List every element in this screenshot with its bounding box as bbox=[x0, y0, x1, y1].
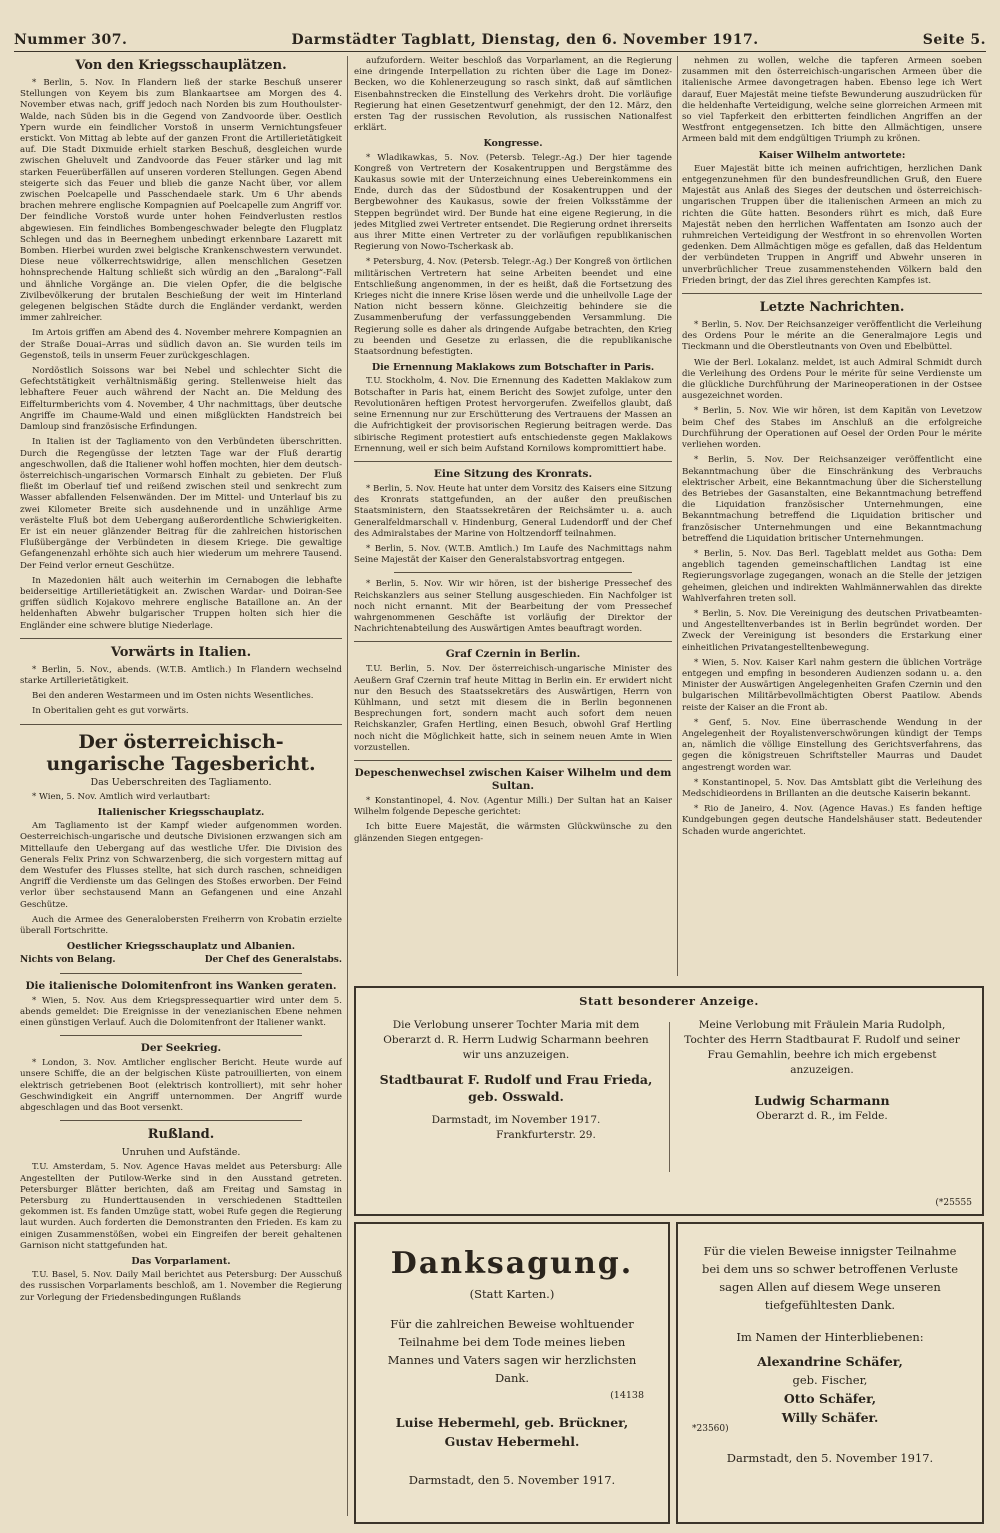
article-medschidie: * Konstantinopel, 5. Nov. Das Amtsblatt gibt die Verleihung des Medschidieordens in Brillanten an die deutsche Kaiserin bekannt. bbox=[682, 777, 982, 799]
column-2 bbox=[354, 56, 672, 976]
ad-verlobung-ref: (*25555 bbox=[935, 1198, 972, 1208]
ad-verlobung-place: Darmstadt, im November 1917. bbox=[431, 1114, 601, 1126]
article-vorwaerts-2: Bei den anderen Westarmeen und im Osten nichts Wesentliches. bbox=[32, 691, 314, 702]
column-rule-1 bbox=[347, 56, 348, 1516]
ad-schaefer-ref: *23560) bbox=[692, 1424, 729, 1434]
article-czernin: T.U. Berlin, 5. Nov. Der österreichisch-ungarische Minister des Aeußern Graf Czernin traf heute Mittag in Berlin ein. Er erwidert nicht nur den Besuch des Staatssekretärs des Auswärtigen, Herrn von Kühlmann, und setzt mit diesem die in Berlin begonnenen Besprechungen fort, sondern macht auch sofort dem neuen Reichskanzler, Grafen Hertling, einen Besuch, obwohl Graf Hertling noch nicht die Möglichkeit hatte, sich in seinem neuen Amte in Wien vorzustellen. bbox=[354, 664, 672, 753]
ad-schaefer-name1b: geb. Fischer, bbox=[792, 1373, 868, 1387]
signature-right: Der Chef des Generalstabs. bbox=[204, 955, 342, 966]
subhead-italienischer: Italienischer Kriegsschauplatz. bbox=[97, 806, 265, 818]
article-genf: * Genf, 5. Nov. Eine überraschende Wendung in der Angelegenheit der Royalistenverschwörungen kündigt der Temps an, nämlich die völlige Einstellung des Gerichtsverfahrens, das gegen die königstreuen Schriftsteller Maurras und Daudet angestrengt worden war. bbox=[682, 717, 982, 773]
ad-schaefer-name1: Alexandrine Schäfer, bbox=[757, 1354, 903, 1369]
ad-verlobung-right-text: Meine Verlobung mit Fräulein Maria Rudolph, Tochter des Herrn Stadtbaurat F. Rudolf und seiner Frau Gemahlin, beehre ich mich ergebenst anzuzeigen. bbox=[684, 1019, 960, 1076]
ad-verlobung-groom-title: Oberarzt d. R., im Felde. bbox=[756, 1110, 888, 1122]
ad-danksagung-hebermehl bbox=[354, 1222, 670, 1524]
article-vorwaerts-3: In Oberitalien geht es gut vorwärts. bbox=[32, 706, 189, 717]
divider bbox=[20, 724, 342, 725]
article-pour-le-merite: * Berlin, 5. Nov. Der Reichsanzeiger veröffentlicht die Verleihung des Ordens Pour le mérite an die Generalmajore Legis und Tieckmann und die Oberstleutnants von Oven und Ebelbüttel. bbox=[682, 320, 982, 353]
ad-verlobung-right bbox=[682, 1018, 962, 1172]
signature-left: Nichts von Belang. bbox=[20, 955, 116, 966]
column-3 bbox=[682, 56, 982, 1016]
headline-czernin: Graf Czernin in Berlin. bbox=[445, 648, 581, 661]
article-dolomiten: * Wien, 5. Nov. Aus dem Kriegspressequartier wird unter dem 5. abends gemeldet: Die Ereignisse in der venezianischen Ebene nehmen einen günstigen Verlauf. Auch die Dolomitenfront der Italiener wankt. bbox=[20, 995, 342, 1029]
divider bbox=[60, 1120, 302, 1121]
ad-schaefer-name2: Otto Schäfer, bbox=[783, 1391, 877, 1406]
article-seekrieg: * London, 3. Nov. Amtlicher englischer Bericht. Heute wurde auf unsere Schiffe, die an der belgischen Küste patrouillierten, von einem elektrisch getriebenen Boot (elektrisch kontrolliert), mit sehr hoher Geschwindigkeit ein Angriff unternommen. Der Angriff wurde abgeschlagen und das Boot versenkt. bbox=[20, 1058, 342, 1114]
article-krobatin: Auch die Armee des Generalobersten Freiherrn von Krobatin erzielte überall Fortschritte. bbox=[20, 914, 342, 936]
article-amsterdam: T.U. Amsterdam, 5. Nov. Agence Havas meldet aus Petersburg: Alle Angestellten der Putilow-Werke sind in den Ausstand getreten. Petersburger Blätter berichten, daß am Freitag und Samstag in Petersburg zu Hunderttausenden in verschiedenen Stadtteilen gekommen ist. Es fanden Umzüge statt, wobei Rufe gegen die Regierung laut wurden. Auch forderten die Demonstranten den Frieden. Es kam zu einigen Zusammenstößen, wobei ein Eingreifen der bereit gehaltenen Garnison nicht stattgefunden hat. bbox=[20, 1162, 342, 1251]
article-reichsanzeiger: * Berlin, 5. Nov. Der Reichsanzeiger veröffentlicht eine Bekanntmachung über die Einschränkung des Verbrauchs elektrischer Arbeit, eine Bekanntmachung über die Sicherstellung des Betriebes der Gasanstalten, eine Bekanntmachung betreffend die Liquidation französischer Unternehmungen, eine Bekanntmachung betreffend die Liquidation britischer und französischer Unternehmungen und eine Bekanntmachung betreffend die Liquidation britischer Unternehmungen. bbox=[682, 455, 982, 544]
ad-danksagung-schaefer bbox=[676, 1222, 984, 1524]
article-admiral-schmidt: Wie der Berl. Lokalanz. meldet, ist auch Admiral Schmidt durch die Verleihung des Ordens Pour le mérite für seine Verdienste um die glückliche Durchführung der Marineoperationen in der Ostsee ausgezeichnet worden. bbox=[682, 357, 982, 402]
divider bbox=[354, 760, 672, 761]
article-sultan-telegram: Ich bitte Euere Majestät, die wärmsten Glückwünsche zu den glänzenden Siegen entgegen- bbox=[354, 822, 672, 844]
article-artois: Im Artois griffen am Abend des 4. November mehrere Kompagnien an der Straße Douai–Arras und südlich davon an. Sie wurden teils im Gegenstoß, teils in unserm Feuer zurückgeschlagen. bbox=[20, 328, 342, 361]
ad-danksagung-place: Darmstadt, den 5. November 1917. bbox=[408, 1473, 616, 1487]
article-mazedonien: In Mazedonien hält auch weiterhin im Cernabogen die lebhafte beiderseitige Artillerietätigkeit an. Zwischen Wardar- und Doiran-See griffen südlich Kojakovo mehrere englische Bataillone an. An der heldenhaften Abwehr bulgarischer Truppen holten sich hier die Engländer eine schwere blutige Niederlage. bbox=[20, 575, 342, 631]
divider bbox=[682, 293, 982, 294]
article-petersburg: * Petersburg, 4. Nov. (Petersb. Telegr.-Ag.) Der Kongreß von örtlichen militärischen Vertretern hat seine Arbeiten beendet und eine Entschließung angenommen, in der es heißt, daß die Fortsetzung des Krieges nicht die innere Krise lösen werde und die unheilvolle Lage der Nation nicht bessern könne. Gleichzeitig behindere sie die Zusammenberufung der verfassunggebenden Versammlung. Die Regierung solle es daher als dringende Aufgabe betrachten, den Krieg zu beenden und Gesetze zu erlassen, die die republikanische Staatsordnung befestigten. bbox=[354, 257, 672, 358]
article-basel: T.U. Basel, 5. Nov. Daily Mail berichtet aus Petersburg: Der Ausschuß des russischen Vorparlaments beschloß, am 1. November die Regierung zur Vorlegung der Friedensbedingungen Rußlands bbox=[20, 1270, 342, 1303]
ad-verlobung-groom: Ludwig Scharmann bbox=[754, 1093, 890, 1108]
article-levetzow: * Berlin, 5. Nov. Wie wir hören, ist dem Kapitän von Levetzow beim Chef des Stabes im Anschluß an die erfolgreiche Durchführung der Operationen auf Oesel der Orden Pour le mérite verliehen worden. bbox=[682, 406, 982, 451]
divider bbox=[354, 641, 672, 642]
article-stockholm: T.U. Stockholm, 4. Nov. Die Ernennung des Kadetten Maklakow zum Botschafter in Paris hat, einem Bericht des Sowjet zufolge, unter den Revolutionären heftigen Protest hervorgerufen. Zweifellos glaubt, daß seine Ernennung nur zur Erschütterung des Vertrauens der Massen an die Aufrichtigkeit der provisorischen Regierung beitragen werde. Das sibirische Regiment protestiert aufs entschiedenste gegen Maklakows Ernennung, weil er sich beim Aufstand Kornilows kompromittiert habe. bbox=[354, 376, 672, 454]
ad-verlobung-left bbox=[376, 1018, 656, 1172]
ad-verlobung-title: Statt besonderer Anzeige. bbox=[579, 994, 759, 1008]
headline-tagesbericht: Der österreichisch-ungarische Tagesbericht. bbox=[46, 730, 316, 775]
column-1 bbox=[20, 56, 342, 1516]
issue-number: Nummer 307. bbox=[14, 32, 128, 48]
article-sultan-cont: nehmen zu wollen, welche die tapferen Armeen soeben zusammen mit den österreichisch-ungarischen Armeen über die italienische Armee davongetragen haben. Ebenso lege ich Wert darauf, Euer Majestät meine tiefste Bewunderung auszudrücken für die heldenhafte Verteidigung, welche seine glorreichen Armeen mit so viel Tapferkeit den erbitterten feindlichen Angriffen an der Westfront entgegensetzen. Ich bitte den Allmächtigen, unsere Armeen bald mit dem endgültigen Triumph zu krönen. bbox=[682, 56, 982, 145]
headline-kriegsschauplaetze: Von den Kriegsschauplätzen. bbox=[75, 58, 287, 73]
headline-vorwaerts: Vorwärts in Italien. bbox=[110, 644, 252, 660]
ad-danksagung-title: Danksagung. bbox=[390, 1246, 634, 1281]
ad-schaefer-text: Für die vielen Beweise innigster Teilnahme bei dem uns so schwer betroffenen Verluste sagen Allen auf diesem Wege unseren tiefgefühltesten Dank. bbox=[701, 1244, 959, 1312]
masthead-rule bbox=[14, 51, 986, 52]
ad-verlobung-address: Frankfurterstr. 29. bbox=[496, 1129, 596, 1141]
ad-schaefer-intro: Im Namen der Hinterbliebenen: bbox=[736, 1330, 924, 1344]
headline-russland: Rußland. bbox=[147, 1127, 215, 1143]
divider bbox=[60, 973, 302, 974]
subheadline-unruhen: Unruhen und Aufstände. bbox=[121, 1147, 241, 1159]
ad-danksagung-ref: (14138 bbox=[610, 1390, 644, 1401]
ad-danksagung-text: Für die zahlreichen Beweise wohltuender Teilnahme bei dem Tode meines lieben Mannes und Vaters sagen wir herzlichsten Dank. bbox=[387, 1317, 637, 1385]
column-rule-2 bbox=[677, 56, 678, 976]
divider bbox=[60, 1035, 302, 1036]
article-wien: * Wien, 5. Nov. Amtlich wird verlautbart: bbox=[32, 791, 211, 802]
headline-kronrat: Eine Sitzung des Kronrats. bbox=[433, 467, 593, 480]
newspaper-page bbox=[14, 10, 986, 1525]
article-generalstab: * Berlin, 5. Nov. (W.T.B. Amtlich.) Im Laufe des Nachmittags nahm Seine Majestät der Kaiser den Generalstabsvortrag entgegen. bbox=[354, 543, 672, 566]
article-vorwaerts-1: * Berlin, 5. Nov., abends. (W.T.B. Amtlich.) In Flandern wechselnd starke Artillerietätigkeit. bbox=[20, 664, 342, 686]
ad-schaefer-name3: Willy Schäfer. bbox=[781, 1410, 879, 1425]
page-number: Seite 5. bbox=[922, 32, 986, 48]
headline-dolomiten: Die italienische Dolomitenfront ins Wanken geraten. bbox=[25, 979, 337, 992]
ad-danksagung-name2: Gustav Hebermehl. bbox=[444, 1434, 580, 1449]
headline-depeschenwechsel: Depeschenwechsel zwischen Kaiser Wilhelm und dem Sultan. bbox=[354, 766, 672, 792]
paper-title-date: Darmstädter Tagblatt, Dienstag, den 6. November 1917. bbox=[291, 32, 759, 48]
article-italien: In Italien ist der Tagliamento von den Verbündeten überschritten. Durch die Regengüsse der letzten Tage war der Fluß derartig angeschwollen, daß die Italiener wohl hoffen mochten, hier dem deutsch-österreichisch-ungarischen Vormarsch Einhalt zu gebieten. Der Fluß fließt im Oberlauf tief und reißend zwischen steil und senkrecht zum Wasser abfallenden Felsenwänden. Der im Mittel- und Unterlauf bis zu zwei Kilometer Breite sich ausdehnende und in unzählige Arme verästelte Fluß bot dem Uebergang außerordentliche Schwierigkeiten. Er ist ein neuer glänzender Beitrag für die zahlreichen historischen Flußübergänge der Verbündeten in diesem Kriege. Die gewaltige Gefangenenzahl erhöhte sich auch hier wiederum um mehrere Tausend. Der Feind verlor erneut Geschütze. bbox=[20, 437, 342, 571]
ad-verlobung-parents: Stadtbaurat F. Rudolf und Frau Frieda, geb. Osswald. bbox=[379, 1072, 653, 1104]
article-rio: * Rio de Janeiro, 4. Nov. (Agence Havas.) Es fanden heftige Kundgebungen gegen deutsche Handelshäuser statt. Bedeutender Schaden wurde angerichtet. bbox=[682, 804, 982, 837]
article-kronrat: * Berlin, 5. Nov. Heute hat unter dem Vorsitz des Kaisers eine Sitzung des Kronrats stattgefunden, an der außer den preußischen Staatsministern, den Staatssekretären der Reichsämter u. a. auch Generalfeldmarschall v. Hindenburg, General Ludendorff und der Chef des Admiralstabes der Marine von Holtzendorff teilnahmen. bbox=[354, 483, 672, 539]
article-soissons: Nordöstlich Soissons war bei Nebel und schlechter Sicht die Gefechtstätigkeit verhältnismäßig gering. Stellenweise hielt das lebhaftere Feuer auch während der Nacht an. Die Meldung des Eiffelturmberichts vom 4. November, 4 Uhr nachmittags, über deutsche Angriffe im Chaume-Wald und einen mißglückten Handstreich bei Damloup sind französische Erfindungen. bbox=[20, 366, 342, 433]
ad-schaefer-place: Darmstadt, den 5. November 1917. bbox=[726, 1451, 934, 1465]
divider bbox=[394, 572, 632, 573]
article-flandern: * Berlin, 5. Nov. In Flandern ließ der starke Beschuß unserer Stellungen von Keyem bis zum Blankaartsee am Morgen des 4. November etwas nach, griff jedoch nach Norden bis zum Houthoulster-Walde, nach Süden bis in die Gegend von Zandvoorde über. Oestlich Ypern wurde ein feindlicher Vorstoß in unserm Vernichtungsfeuer erstickt. Von Mittag ab lebte auf der ganzen Front die Artillerietätigkeit auf. Die Stadt Dixmuide erhielt starken Beschuß, desgleichen wurde zwischen Gheluvelt und Zandvoorde das Feuer stärker und lag mit starken Feuerüberfällen auf unseren vorderen Stellungen. Gegen Abend steigerte sich das Feuer und blieb die ganze Nacht über, vor allem zwischen Poelcapelle und Passchendaele stark. Um 6 Uhr abends brachen mehrere englische Kompagnien auf Poelcapelle zum Angriff vor. Der feindliche Vorstoß wurde unter hohen Feindverlusten restlos abgewiesen. Ein feindliches Bombengeschwader belegte den Flugplatz Schlegen und das in Beerneghem unbedingt erkennbare Lazarett mit Bomben. Hierbei wurden zwei belgische Krankenschwestern verwundet. Diese neue völkerrechtswidrige, allen menschlichen Gesetzen hohnsprechende Haltung schließt sich würdig an den „Baralong“-Fall und ähnliche Vorgänge an. Die vielen Opfer, die die belgische Zivilbevölkerung der brutalen Beschießung der weit im Hinterland gelegenen belgischen Städte durch die Engländer verdankt, werden immer zahlreicher. bbox=[20, 78, 342, 324]
headline-seekrieg: Der Seekrieg. bbox=[140, 1042, 222, 1055]
article-wladikawkas: * Wladikawkas, 5. Nov. (Petersb. Telegr.-Ag.) Der hier tagende Kongreß von Vertretern der Kosakentruppen und Bergstämme des Kaukasus sowie mit der Unterzeichnung eines Uebereinkommens ein Ende, durch das der Südostbund der Kosakentruppen und der Bergbewohner des Kaukasus, sowie der freien Volksstämme der Steppen begründet wird. Der Bunde hat eine eigene Regierung, in die jedes Mitglied zwei Vertreter entsendet. Die Regierung ordnet ihrerseits aus ihrer Mitte einen Vertreter zu der vorläufigen republikanischen Regierung von Nowo-Tscherkask ab. bbox=[354, 152, 672, 253]
article-gotha: * Berlin, 5. Nov. Das Berl. Tageblatt meldet aus Gotha: Dem angeblich tagenden gemeinschaftlichen Landtag ist eine Regierungsvorlage zugegangen, wonach an die Stelle der jetzigen geheimen, gleichen und indirekten Wahlmännerwahlen das direkte Wahlverfahren treten soll. bbox=[682, 548, 982, 604]
subhead-oestlicher: Oestlicher Kriegsschauplatz und Albanien. bbox=[66, 941, 296, 953]
masthead bbox=[14, 18, 986, 48]
ad-verlobung-left-text: Die Verlobung unserer Tochter Maria mit dem Oberarzt d. R. Herrn Ludwig Scharmann beehren wir uns anzuzeigen. bbox=[383, 1019, 649, 1061]
ad-danksagung-name1: Luise Hebermehl, geb. Brückner, bbox=[395, 1415, 629, 1430]
divider bbox=[354, 461, 672, 462]
subhead-vorparlament: Das Vorparlament. bbox=[131, 1256, 231, 1268]
ad-danksagung-sub: (Statt Karten.) bbox=[469, 1287, 555, 1301]
signature-line bbox=[20, 955, 342, 966]
article-tagliamento: Am Tagliamento ist der Kampf wieder aufgenommen worden. Oesterreichisch-ungarische und deutsche Divisionen erzwangen sich am Mittellaufe den Uebergang auf das westliche Ufer. Die Division des Generals Felix Prinz von Schwarzenberg, die sich vorgestern mittag auf dem Westufer des Flusses stellte, hat sich durch raschen, schneidigen Angriff die Verdienste um das Gelingen des Stoßes erworben. Der Feind verlor über sechstausend Mann an Gefangenen und eine Anzahl Geschütze. bbox=[20, 821, 342, 910]
article-privatbeamte: * Berlin, 5. Nov. Die Vereinigung des deutschen Privatbeamten- und Angestelltenverbandes ist in Berlin begründet worden. Der Zweck der Vereinigung ist besonders die Erstarkung einer einheitlichen Privatangestelltenbewegung. bbox=[682, 608, 982, 653]
article-vorparlament-cont: aufzufordern. Weiter beschloß das Vorparlament, an die Regierung eine dringende Interpellation zu richten über die Lage im Donez-Becken, wo die Kohlenerzeugung so rasch sinkt, daß auf sämtlichen Eisenbahnstrecken die Einstellung des Verkehrs droht. Die vorläufige Regierung hat einen Gesetzentwurf genehmigt, der den 12. März, den ersten Tag der russischen Revolution, als russischen Nationalfest erklärt. bbox=[354, 56, 672, 134]
headline-letzte-nachrichten: Letzte Nachrichten. bbox=[759, 300, 905, 316]
ad-verlobung-divider bbox=[669, 1022, 670, 1172]
subheadline-tagliamento: Das Ueberschreiten des Tagliamento. bbox=[90, 776, 272, 788]
article-konstantinopel: * Konstantinopel, 4. Nov. (Agentur Milli.) Der Sultan hat an Kaiser Wilhelm folgende Depesche gerichtet: bbox=[354, 795, 672, 818]
subhead-kaiser-antwort: Kaiser Wilhelm antwortete: bbox=[758, 149, 906, 161]
subhead-kongresse: Kongresse. bbox=[483, 138, 543, 150]
article-pressechef: * Berlin, 5. Nov. Wir wir hören, ist der bisherige Pressechef des Reichskanzlers aus seiner Stellung ausgeschieden. Ein Nachfolger ist noch nicht ernannt. Mit der Bearbeitung der vom Pressechef wahrgenommenen Geschäfte ist vorläufig der Direktor der Nachrichtenabteilung des Auswärtigen Amtes beauftragt worden. bbox=[354, 579, 672, 635]
ad-verlobung bbox=[354, 986, 984, 1216]
article-kaiser-karl: * Wien, 5. Nov. Kaiser Karl nahm gestern die üblichen Vorträge entgegen und empfing in besonderen Audienzen sodann u. a. den Minister der Auswärtigen Angelegenheiten Grafen Czernin und den bulgarischen Militärbevollmächtigten Oberst Paatilow. Abends reiste der Kaiser an die Front ab. bbox=[682, 657, 982, 713]
divider bbox=[20, 638, 342, 639]
subhead-maklakow: Die Ernennung Maklakows zum Botschafter in Paris. bbox=[371, 362, 655, 374]
article-kaiser-antwort: Euer Majestät bitte ich meinen aufrichtigen, herzlichen Dank entgegenzunehmen für den bundesfreundlichen Gruß, den Euere Majestät aus Anlaß des Sieges der deutschen und österreichisch-ungarischen Truppen über die italienischen Armeen an mich zu richten die Güte hatten. Besonders rührt es mich, daß Eure Majestät neben den herrlichen Waffentaten am Isonzo auch der ruhmreichen Verteidigung der Westfront in so ehrenvollen Worten gedenken. Dem Allmächtigen möge es gefallen, daß das Heldentum der verbündeten Truppen in Angriff und Abwehr unseren in unverbrüchlicher Treue zusammenstehenden Völkern bald den Frieden bringt, der das Ziel ihres gerechten Kampfes ist. bbox=[682, 163, 982, 286]
